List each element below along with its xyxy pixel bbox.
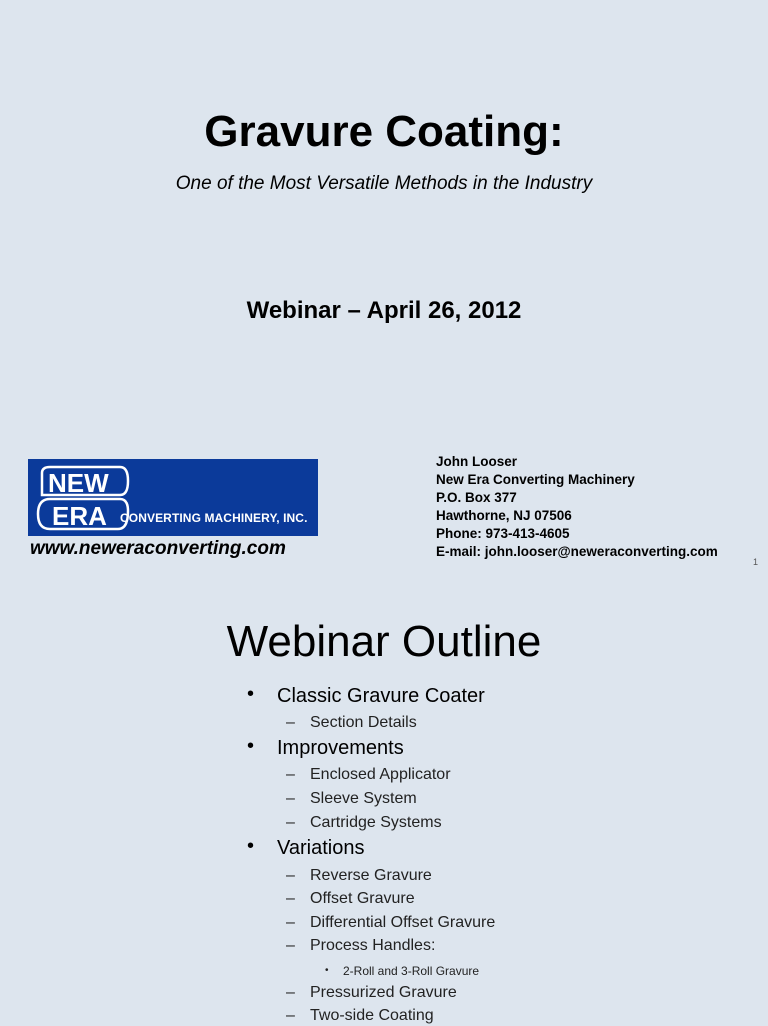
- list-item-text: Offset Gravure: [310, 890, 415, 907]
- dash-icon: –: [286, 814, 295, 831]
- bullet-icon: •: [247, 683, 255, 705]
- list-item-text: Pressurized Gravure: [310, 984, 457, 1001]
- slide-subtitle: One of the Most Versatile Methods in the Industry: [175, 173, 593, 194]
- list-item-text: Process Handles:: [310, 937, 436, 954]
- dash-icon: –: [286, 790, 295, 807]
- contact-email: E-mail: john.looser@neweraconverting.com: [436, 544, 718, 559]
- contact-company: New Era Converting Machinery: [436, 472, 635, 487]
- logo-new-text: NEW: [48, 468, 109, 498]
- contact-phone: Phone: 973-413-4605: [436, 526, 570, 541]
- slide-2: [0, 576, 768, 1024]
- bullet-icon: •: [247, 735, 255, 757]
- dash-icon: –: [286, 714, 295, 731]
- list-item-text: Variations: [277, 837, 365, 859]
- logo-company-name: CONVERTING MACHINERY, INC.: [120, 511, 308, 525]
- dash-icon: –: [286, 867, 295, 884]
- list-item-text: Differential Offset Gravure: [310, 914, 496, 931]
- list-item-text: Cartridge Systems: [310, 814, 442, 831]
- list-item-text: Sleeve System: [310, 790, 417, 807]
- list-item-text: Enclosed Applicator: [310, 766, 451, 783]
- company-logo: [28, 459, 318, 536]
- list-item-text: Improvements: [277, 737, 404, 759]
- contact-name: John Looser: [436, 454, 518, 469]
- bullet-icon: •: [247, 835, 255, 857]
- dash-icon: –: [286, 984, 295, 1001]
- bullet-icon: •: [325, 965, 329, 976]
- dash-icon: –: [286, 914, 295, 931]
- list-item-text: Section Details: [310, 714, 417, 731]
- contact-block: [436, 453, 718, 561]
- website-url: www.neweraconverting.com: [30, 538, 286, 559]
- list-item-text: Reverse Gravure: [310, 867, 432, 884]
- contact-po-box: P.O. Box 377: [436, 490, 517, 505]
- list-item-text: 2-Roll and 3-Roll Gravure: [343, 964, 480, 978]
- outline-title: Webinar Outline: [226, 617, 542, 666]
- logo-era-text: ERA: [52, 501, 107, 531]
- page-number: 1: [752, 557, 758, 567]
- list-item-text: Classic Gravure Coater: [277, 685, 485, 707]
- contact-city: Hawthorne, NJ 07506: [436, 508, 572, 523]
- dash-icon: –: [286, 890, 295, 907]
- dash-icon: –: [286, 937, 295, 954]
- dash-icon: –: [286, 766, 295, 783]
- webinar-date: Webinar – April 26, 2012: [246, 297, 522, 324]
- slide-title: Gravure Coating:: [204, 107, 564, 156]
- list-item-text: Two-side Coating: [310, 1007, 434, 1024]
- dash-icon: –: [286, 1007, 295, 1024]
